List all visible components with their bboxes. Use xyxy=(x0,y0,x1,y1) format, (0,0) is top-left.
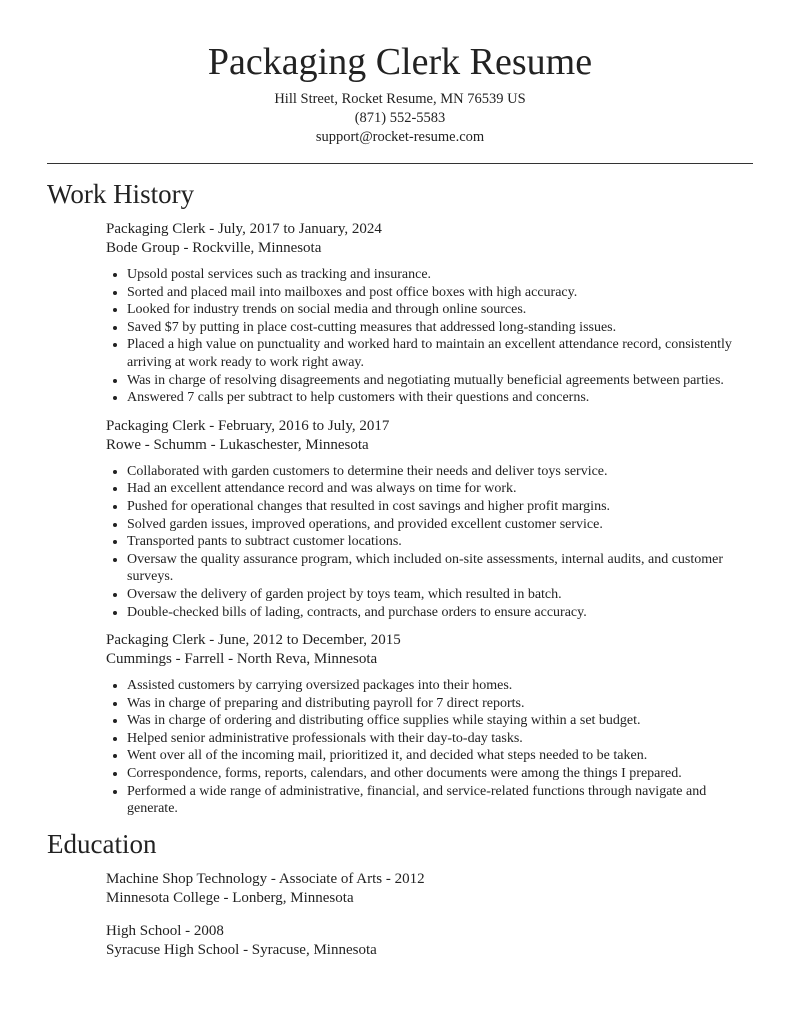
bullet-item: • Transported pants to subtract customer locations. xyxy=(127,533,753,551)
education-entry xyxy=(106,870,753,908)
bullet-item: • Pushed for operational changes that resulted in cost savings and higher profit margins. xyxy=(127,498,753,516)
job-bullets xyxy=(106,677,753,818)
contact-info xyxy=(47,90,753,147)
education-school: Syracuse High School - Syracuse, Minnesota xyxy=(106,941,377,958)
bullet-item: • Correspondence, forms, reports, calendars, and other documents were among the things I prepared. xyxy=(127,765,753,783)
education-entry xyxy=(106,922,753,960)
bullet-item: • Had an excellent attendance record and was always on time for work. xyxy=(127,480,753,498)
bullet-item: • Was in charge of ordering and distributing office supplies while staying within a set budget. xyxy=(127,712,753,730)
bullet-item: • Upsold postal services such as tracking and insurance. xyxy=(127,266,753,284)
email: support@rocket-resume.com xyxy=(315,129,485,145)
bullet-item: • Assisted customers by carrying oversized packages into their homes. xyxy=(127,677,753,695)
education-heading: Education xyxy=(47,828,157,859)
bullet-item: • Sorted and placed mail into mailboxes and post office boxes with high accuracy. xyxy=(127,284,753,302)
bullet-item: • Placed a high value on punctuality and worked hard to maintain an excellent attendance record, consistently arriving at work ready to work right away. xyxy=(127,336,753,371)
bullet-item: • Oversaw the delivery of garden project by toys team, which resulted in batch. xyxy=(127,586,753,604)
job-title: Packaging Clerk - February, 2016 to July, 2017 xyxy=(106,417,390,434)
resume-title: Packaging Clerk Resume xyxy=(207,41,593,83)
bullet-item: • Was in charge of resolving disagreements and negotiating mutually beneficial agreements between parties. xyxy=(127,372,753,390)
work-history-list xyxy=(47,220,753,818)
job-title: Packaging Clerk - June, 2012 to December, 2015 xyxy=(106,632,401,649)
bullet-item: • Helped senior administrative professionals with their day-to-day tasks. xyxy=(127,730,753,748)
job-entry xyxy=(106,417,753,621)
bullet-item: • Answered 7 calls per subtract to help customers with their questions and concerns. xyxy=(127,389,753,407)
bullet-item: • Performed a wide range of administrative, financial, and service-related functions through navigate and generate. xyxy=(127,783,753,818)
job-entry xyxy=(106,631,753,818)
bullet-item: • Collaborated with garden customers to determine their needs and deliver toys service. xyxy=(127,463,753,481)
address: Hill Street, Rocket Resume, MN 76539 US xyxy=(274,91,526,107)
job-bullets xyxy=(106,266,753,407)
bullet-item: • Was in charge of preparing and distributing payroll for 7 direct reports. xyxy=(127,695,753,713)
divider xyxy=(47,163,753,164)
education-degree: Machine Shop Technology - Associate of Arts - 2012 xyxy=(106,870,425,887)
job-entry xyxy=(106,220,753,407)
job-company: Cummings - Farrell - North Reva, Minnesota xyxy=(106,651,378,668)
phone: (871) 552-5583 xyxy=(354,110,446,126)
work-history-heading: Work History xyxy=(47,179,195,209)
bullet-item: • Double-checked bills of lading, contracts, and purchase orders to ensure accuracy. xyxy=(127,604,753,622)
job-company: Bode Group - Rockville, Minnesota xyxy=(106,240,322,256)
job-title: Packaging Clerk - July, 2017 to January, 2024 xyxy=(106,221,382,237)
bullet-item: • Looked for industry trends on social media and through online sources. xyxy=(127,301,753,319)
education-list xyxy=(47,870,753,960)
bullet-item: • Solved garden issues, improved operations, and provided excellent customer service. xyxy=(127,516,753,534)
bullet-item: • Went over all of the incoming mail, prioritized it, and decided what steps needed to be taken. xyxy=(127,747,753,765)
job-bullets xyxy=(106,463,753,621)
education-school: Minnesota College - Lonberg, Minnesota xyxy=(106,889,354,906)
education-degree: High School - 2008 xyxy=(106,922,224,939)
job-company: Rowe - Schumm - Lukaschester, Minnesota xyxy=(106,436,369,453)
bullet-item: • Oversaw the quality assurance program, which included on-site assessments, internal audits, and customer surveys. xyxy=(127,551,753,586)
bullet-item: • Saved $7 by putting in place cost-cutting measures that addressed long-standing issues. xyxy=(127,319,753,337)
